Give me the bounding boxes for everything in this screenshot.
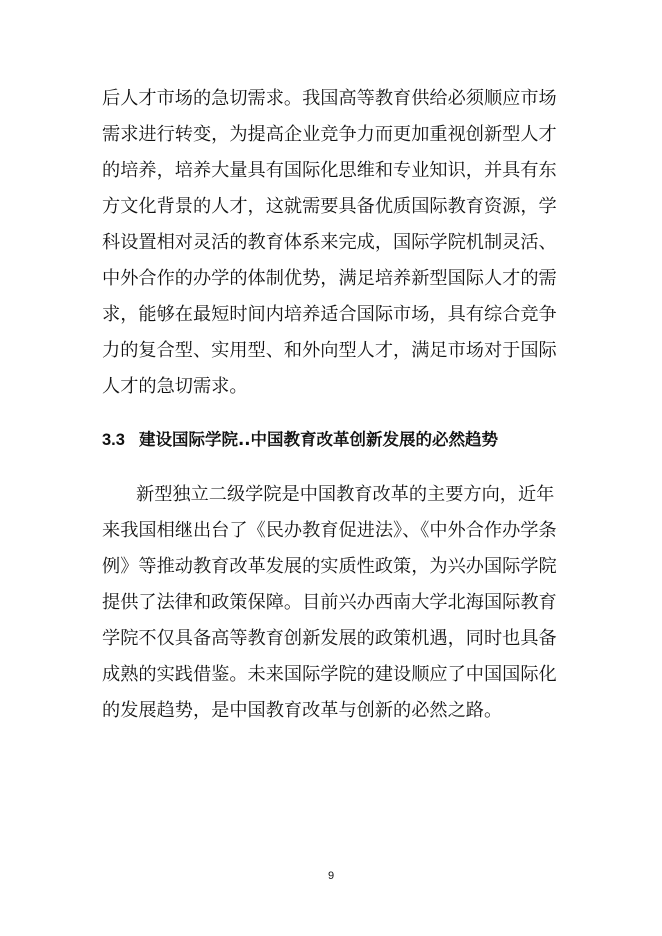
paragraph-1-line: 力的复合型、实用型、和外向型人才，满足市场对于国际 (102, 340, 557, 361)
section-number: 3.3 (102, 431, 125, 449)
paragraph-1-line: 方文化背景的人才，这就需要具备优质国际教育资源，学 (102, 196, 557, 217)
paragraph-1-line: 求，能够在最短时间内培养适合国际市场，具有综合竞争 (102, 304, 557, 325)
paragraph-2-line: 成熟的实践借鉴。未来国际学院的建设顺应了中国国际化 (102, 664, 557, 685)
paragraph-2-line: 来我国相继出台了《民办教育促进法》、《中外合作办学条 (102, 520, 557, 541)
paragraph-2-line: 的发展趋势，是中国教育改革与创新的必然之路。 (102, 700, 503, 721)
paragraph-2-line: 新型独立二级学院是中国教育改革的主要方向，近年 (136, 484, 555, 505)
paragraph-1-line: 中外合作的办学的体制优势，满足培养新型国际人才的需 (102, 268, 557, 289)
paragraph-1-line: 需求进行转变，为提高企业竞争力而更加重视创新型人才 (102, 124, 557, 145)
paragraph-1-line: 科设置相对灵活的教育体系来完成，国际学院机制灵活、 (102, 232, 557, 253)
paragraph-1-line: 的培养，培养大量具有国际化思维和专业知识，并具有东 (102, 160, 557, 181)
section-title: 建设国际学院..中国教育改革创新发展的必然趋势 (138, 430, 498, 449)
paragraph-1-line: 人才的急切需求。 (102, 376, 248, 397)
page-number: 9 (327, 870, 335, 882)
paragraph-2-line: 学院不仅具备高等教育创新发展的政策机遇，同时也具备 (102, 628, 557, 649)
section-heading (102, 430, 498, 450)
paragraph-2-line: 例》等推动教育改革发展的实质性政策，为兴办国际学院 (102, 556, 557, 577)
paragraph-1-line: 后人才市场的急切需求。我国高等教育供给必须顺应市场 (102, 88, 557, 109)
paragraph-2-line: 提供了法律和政策保障。目前兴办西南大学北海国际教育 (102, 592, 557, 613)
